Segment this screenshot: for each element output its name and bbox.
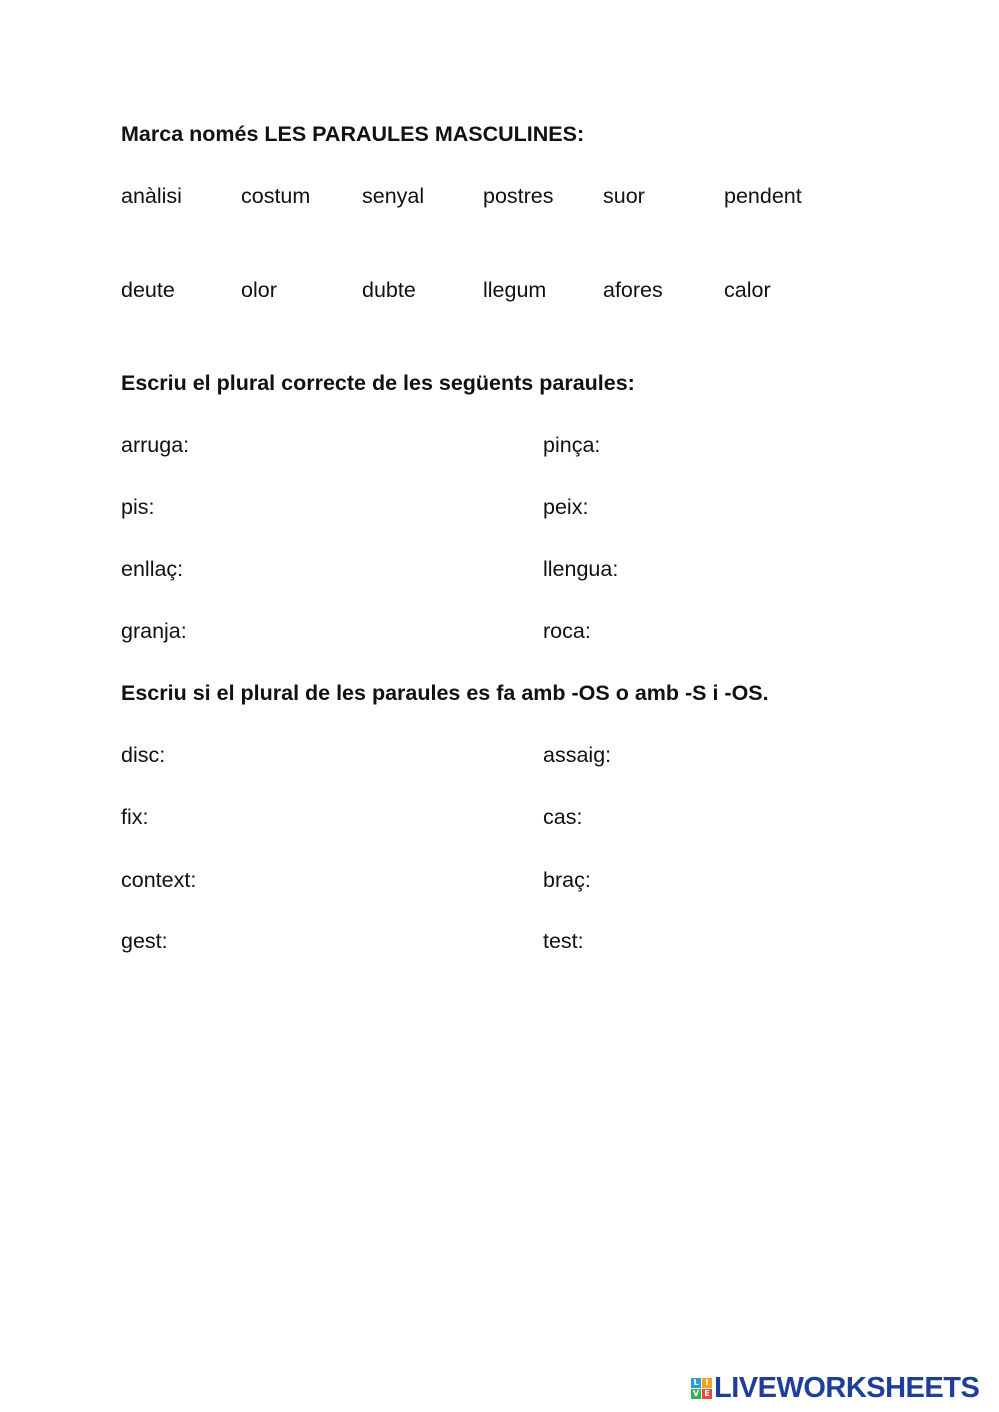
word-option[interactable]: costum	[241, 184, 311, 208]
word-option[interactable]: dubte	[362, 278, 416, 302]
exercise-prompt: context:	[121, 868, 197, 892]
liveworksheets-logo-text: LIVEWORKSHEETS	[714, 1371, 980, 1404]
word-option[interactable]: postres	[483, 184, 554, 208]
liveworksheets-logo-mark	[691, 1378, 712, 1399]
word-option[interactable]: afores	[603, 278, 663, 302]
exercise-prompt: llengua:	[543, 557, 619, 581]
exercise-prompt: test:	[543, 929, 584, 953]
exercise-prompt: braç:	[543, 868, 591, 892]
logo-tile: L	[691, 1378, 701, 1388]
logo-tile: V	[692, 1388, 700, 1398]
word-option[interactable]: pendent	[724, 184, 802, 208]
word-option[interactable]: senyal	[362, 184, 425, 208]
exercise-prompt: disc:	[121, 743, 166, 767]
logo-tile: E	[702, 1389, 712, 1399]
word-option[interactable]: calor	[724, 278, 771, 302]
word-option[interactable]: olor	[241, 278, 277, 302]
exercise-prompt: granja:	[121, 619, 187, 643]
word-option[interactable]: llegum	[483, 278, 547, 302]
section1-heading: Marca només LES PARAULES MASCULINES:	[121, 122, 585, 146]
exercise-prompt: fix:	[121, 805, 149, 829]
word-option[interactable]: anàlisi	[121, 184, 182, 208]
exercise-prompt: cas:	[543, 805, 583, 829]
word-option[interactable]: suor	[603, 184, 645, 208]
word-option[interactable]: deute	[121, 278, 175, 302]
exercise-prompt: arruga:	[121, 433, 190, 457]
exercise-prompt: enllaç:	[121, 557, 184, 581]
exercise-prompt: pinça:	[543, 433, 601, 457]
exercise-prompt: peix:	[543, 495, 589, 519]
exercise-prompt: assaig:	[543, 743, 612, 767]
section3-heading: Escriu si el plural de les paraules es fa amb -OS o amb -S i -OS.	[121, 681, 769, 705]
exercise-prompt: gest:	[121, 929, 168, 953]
exercise-prompt: pis:	[121, 495, 155, 519]
logo-tile: I	[702, 1378, 712, 1388]
liveworksheets-logo	[691, 1372, 979, 1404]
section2-heading: Escriu el plural correcte de les següents paraules:	[121, 371, 635, 395]
exercise-prompt: roca:	[543, 619, 591, 643]
